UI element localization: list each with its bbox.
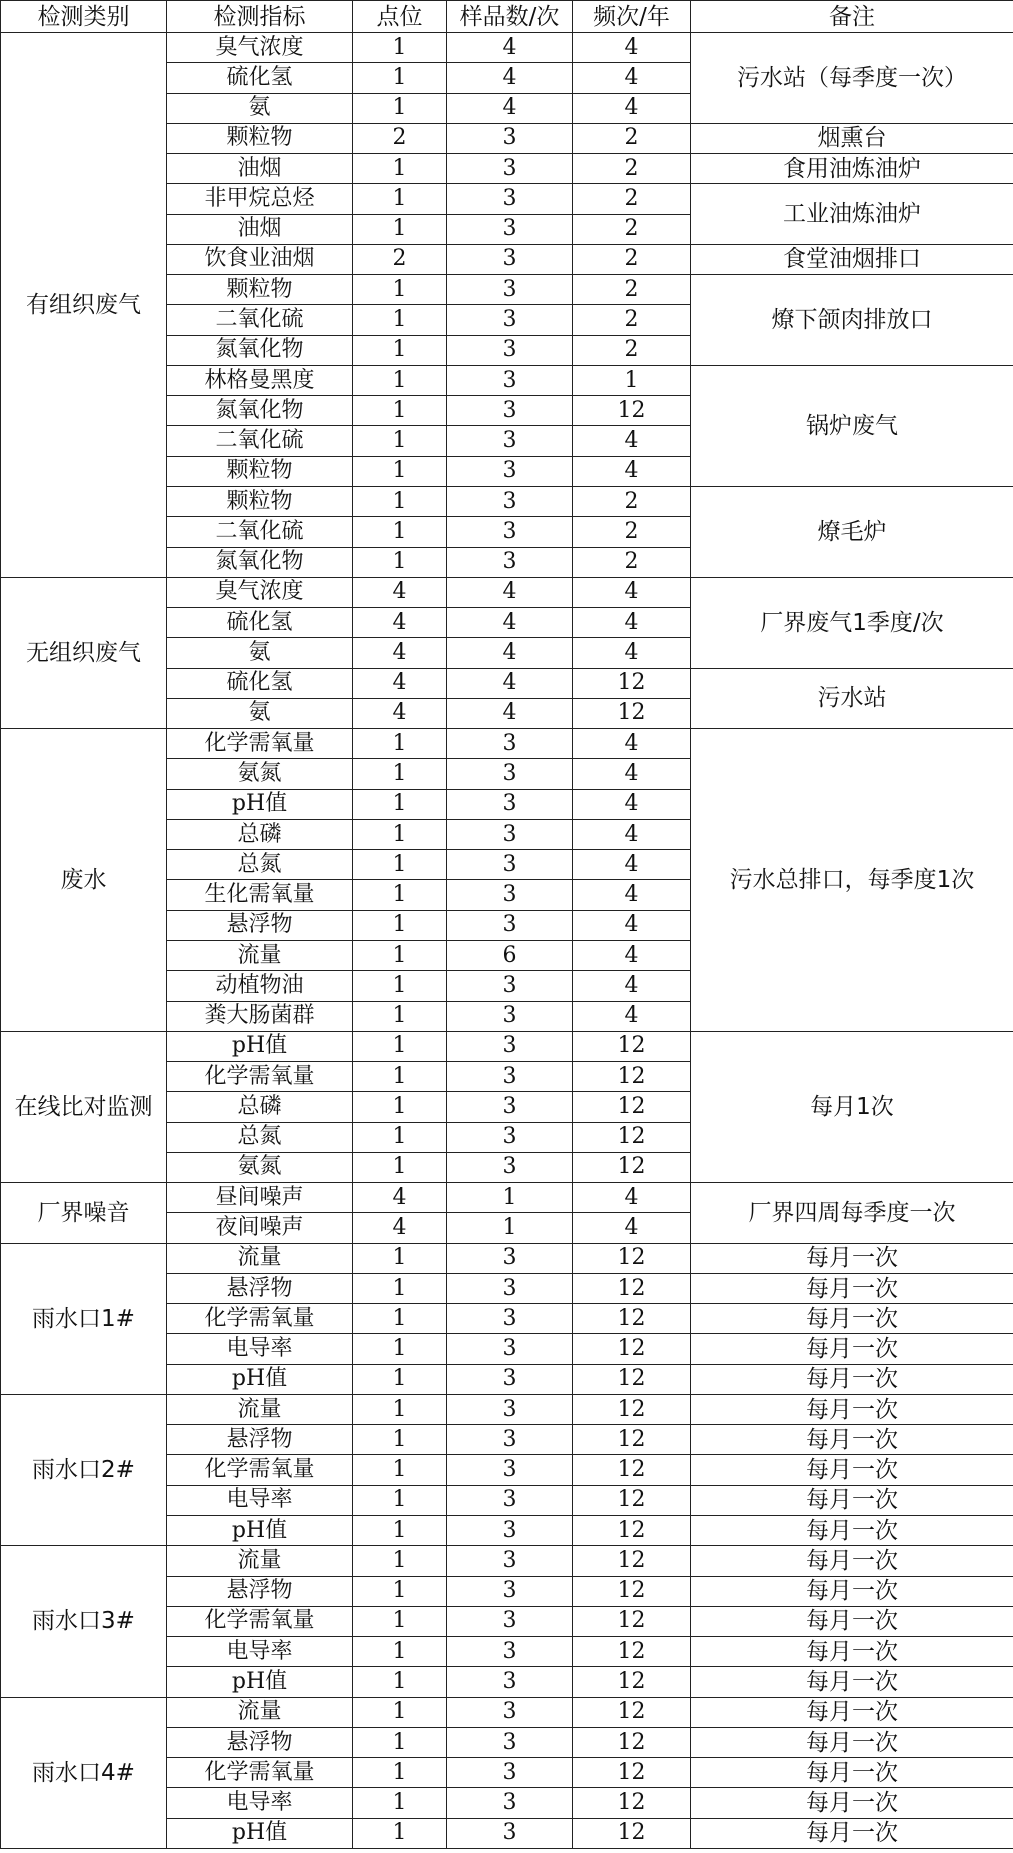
remarks-cell: 锅炉废气 bbox=[691, 365, 1013, 486]
points-cell: 1 bbox=[353, 789, 447, 819]
indicator-cell: 总磷 bbox=[167, 819, 353, 849]
samples-cell: 3 bbox=[447, 1001, 573, 1031]
samples-cell: 1 bbox=[447, 1213, 573, 1243]
remarks-cell: 每月一次 bbox=[691, 1637, 1013, 1667]
frequency-cell: 4 bbox=[573, 608, 691, 638]
points-cell: 4 bbox=[353, 698, 447, 728]
points-cell: 1 bbox=[353, 456, 447, 486]
points-cell: 1 bbox=[353, 1394, 447, 1424]
samples-cell: 3 bbox=[447, 1606, 573, 1636]
samples-cell: 3 bbox=[447, 1031, 573, 1061]
indicator-cell: pH值 bbox=[167, 1667, 353, 1697]
points-cell: 1 bbox=[353, 1122, 447, 1152]
samples-cell: 4 bbox=[447, 33, 573, 63]
frequency-cell: 12 bbox=[573, 1637, 691, 1667]
points-cell: 1 bbox=[353, 1727, 447, 1757]
samples-cell: 3 bbox=[447, 1697, 573, 1727]
frequency-cell: 4 bbox=[573, 638, 691, 668]
points-cell: 1 bbox=[353, 517, 447, 547]
samples-cell: 3 bbox=[447, 486, 573, 516]
samples-cell: 3 bbox=[447, 1394, 573, 1424]
indicator-cell: 悬浮物 bbox=[167, 1425, 353, 1455]
frequency-cell: 2 bbox=[573, 486, 691, 516]
indicator-cell: 氨 bbox=[167, 698, 353, 728]
remarks-cell: 食堂油烟排口 bbox=[691, 244, 1013, 274]
samples-cell: 3 bbox=[447, 365, 573, 395]
samples-cell: 3 bbox=[447, 396, 573, 426]
points-cell: 1 bbox=[353, 154, 447, 184]
frequency-cell: 4 bbox=[573, 456, 691, 486]
frequency-cell: 2 bbox=[573, 305, 691, 335]
table-row bbox=[1, 1031, 1013, 1061]
category-cell: 废水 bbox=[1, 729, 167, 1032]
samples-cell: 3 bbox=[447, 1304, 573, 1334]
frequency-cell: 4 bbox=[573, 426, 691, 456]
category-cell: 无组织废气 bbox=[1, 577, 167, 728]
remarks-cell: 每月一次 bbox=[691, 1758, 1013, 1788]
points-cell: 1 bbox=[353, 1697, 447, 1727]
points-cell: 1 bbox=[353, 1062, 447, 1092]
samples-cell: 3 bbox=[447, 1788, 573, 1818]
frequency-cell: 12 bbox=[573, 1243, 691, 1273]
samples-cell: 3 bbox=[447, 880, 573, 910]
indicator-cell: 氨 bbox=[167, 638, 353, 668]
indicator-cell: 颗粒物 bbox=[167, 123, 353, 153]
frequency-cell: 12 bbox=[573, 1516, 691, 1546]
samples-cell: 3 bbox=[447, 850, 573, 880]
points-cell: 1 bbox=[353, 1304, 447, 1334]
indicator-cell: 林格曼黑度 bbox=[167, 365, 353, 395]
samples-cell: 3 bbox=[447, 789, 573, 819]
remarks-cell: 污水站 bbox=[691, 668, 1013, 729]
samples-cell: 3 bbox=[447, 426, 573, 456]
remarks-cell: 污水站（每季度一次） bbox=[691, 33, 1013, 124]
samples-cell: 3 bbox=[447, 1818, 573, 1848]
indicator-cell: 氮氧化物 bbox=[167, 335, 353, 365]
points-cell: 1 bbox=[353, 486, 447, 516]
indicator-cell: 化学需氧量 bbox=[167, 1304, 353, 1334]
indicator-cell: 悬浮物 bbox=[167, 910, 353, 940]
category-cell: 在线比对监测 bbox=[1, 1031, 167, 1182]
frequency-cell: 4 bbox=[573, 789, 691, 819]
indicator-cell: 悬浮物 bbox=[167, 1576, 353, 1606]
frequency-cell: 12 bbox=[573, 668, 691, 698]
indicator-cell: 臭气浓度 bbox=[167, 33, 353, 63]
points-cell: 1 bbox=[353, 1667, 447, 1697]
remarks-cell: 每月一次 bbox=[691, 1788, 1013, 1818]
remarks-cell: 厂界四周每季度一次 bbox=[691, 1183, 1013, 1244]
frequency-cell: 2 bbox=[573, 123, 691, 153]
points-cell: 1 bbox=[353, 63, 447, 93]
points-cell: 1 bbox=[353, 971, 447, 1001]
frequency-cell: 12 bbox=[573, 1758, 691, 1788]
header-remarks: 备注 bbox=[691, 1, 1013, 33]
indicator-cell: 二氧化硫 bbox=[167, 305, 353, 335]
points-cell: 4 bbox=[353, 577, 447, 607]
indicator-cell: 油烟 bbox=[167, 214, 353, 244]
frequency-cell: 2 bbox=[573, 547, 691, 577]
category-cell: 有组织废气 bbox=[1, 33, 167, 578]
remarks-cell: 每月1次 bbox=[691, 1031, 1013, 1182]
remarks-cell: 每月一次 bbox=[691, 1304, 1013, 1334]
samples-cell: 3 bbox=[447, 517, 573, 547]
indicator-cell: 昼间噪声 bbox=[167, 1183, 353, 1213]
samples-cell: 3 bbox=[447, 1576, 573, 1606]
points-cell: 1 bbox=[353, 1152, 447, 1182]
indicator-cell: 粪大肠菌群 bbox=[167, 1001, 353, 1031]
remarks-cell: 每月一次 bbox=[691, 1485, 1013, 1515]
indicator-cell: 流量 bbox=[167, 1243, 353, 1273]
frequency-cell: 4 bbox=[573, 880, 691, 910]
header-frequency: 频次/年 bbox=[573, 1, 691, 33]
category-cell: 雨水口4# bbox=[1, 1697, 167, 1848]
indicator-cell: 流量 bbox=[167, 1697, 353, 1727]
points-cell: 1 bbox=[353, 1485, 447, 1515]
indicator-cell: 硫化氢 bbox=[167, 608, 353, 638]
remarks-cell: 每月一次 bbox=[691, 1243, 1013, 1273]
frequency-cell: 12 bbox=[573, 1818, 691, 1848]
frequency-cell: 4 bbox=[573, 33, 691, 63]
indicator-cell: 臭气浓度 bbox=[167, 577, 353, 607]
samples-cell: 3 bbox=[447, 154, 573, 184]
points-cell: 1 bbox=[353, 1425, 447, 1455]
indicator-cell: 氮氧化物 bbox=[167, 396, 353, 426]
points-cell: 1 bbox=[353, 1606, 447, 1636]
frequency-cell: 4 bbox=[573, 759, 691, 789]
samples-cell: 3 bbox=[447, 305, 573, 335]
indicator-cell: 颗粒物 bbox=[167, 275, 353, 305]
frequency-cell: 2 bbox=[573, 335, 691, 365]
points-cell: 1 bbox=[353, 1818, 447, 1848]
frequency-cell: 2 bbox=[573, 244, 691, 274]
indicator-cell: 夜间噪声 bbox=[167, 1213, 353, 1243]
points-cell: 1 bbox=[353, 275, 447, 305]
samples-cell: 6 bbox=[447, 940, 573, 970]
points-cell: 4 bbox=[353, 1183, 447, 1213]
points-cell: 1 bbox=[353, 547, 447, 577]
frequency-cell: 12 bbox=[573, 1667, 691, 1697]
remarks-cell: 燎毛炉 bbox=[691, 486, 1013, 577]
samples-cell: 3 bbox=[447, 1727, 573, 1757]
frequency-cell: 12 bbox=[573, 1364, 691, 1394]
remarks-cell: 每月一次 bbox=[691, 1697, 1013, 1727]
samples-cell: 3 bbox=[447, 1062, 573, 1092]
table-row bbox=[1, 729, 1013, 759]
remarks-cell: 污水总排口，每季度1次 bbox=[691, 729, 1013, 1032]
points-cell: 1 bbox=[353, 184, 447, 214]
points-cell: 1 bbox=[353, 1001, 447, 1031]
frequency-cell: 12 bbox=[573, 1062, 691, 1092]
points-cell: 1 bbox=[353, 1243, 447, 1273]
indicator-cell: 电导率 bbox=[167, 1485, 353, 1515]
frequency-cell: 4 bbox=[573, 940, 691, 970]
samples-cell: 3 bbox=[447, 910, 573, 940]
category-cell: 雨水口2# bbox=[1, 1394, 167, 1545]
remarks-cell: 每月一次 bbox=[691, 1334, 1013, 1364]
frequency-cell: 2 bbox=[573, 154, 691, 184]
indicator-cell: 电导率 bbox=[167, 1637, 353, 1667]
table-row bbox=[1, 1243, 1013, 1273]
indicator-cell: 硫化氢 bbox=[167, 63, 353, 93]
remarks-cell: 食用油炼油炉 bbox=[691, 154, 1013, 184]
frequency-cell: 12 bbox=[573, 1273, 691, 1303]
points-cell: 1 bbox=[353, 880, 447, 910]
table-row bbox=[1, 577, 1013, 607]
frequency-cell: 1 bbox=[573, 365, 691, 395]
samples-cell: 4 bbox=[447, 93, 573, 123]
indicator-cell: 流量 bbox=[167, 1546, 353, 1576]
indicator-cell: 流量 bbox=[167, 940, 353, 970]
indicator-cell: 油烟 bbox=[167, 154, 353, 184]
points-cell: 1 bbox=[353, 1758, 447, 1788]
indicator-cell: 总磷 bbox=[167, 1092, 353, 1122]
indicator-cell: 生化需氧量 bbox=[167, 880, 353, 910]
points-cell: 1 bbox=[353, 305, 447, 335]
samples-cell: 3 bbox=[447, 1273, 573, 1303]
frequency-cell: 4 bbox=[573, 910, 691, 940]
points-cell: 1 bbox=[353, 426, 447, 456]
samples-cell: 4 bbox=[447, 638, 573, 668]
remarks-cell: 每月一次 bbox=[691, 1394, 1013, 1424]
header-indicator: 检测指标 bbox=[167, 1, 353, 33]
frequency-cell: 4 bbox=[573, 93, 691, 123]
points-cell: 1 bbox=[353, 819, 447, 849]
samples-cell: 3 bbox=[447, 1122, 573, 1152]
frequency-cell: 2 bbox=[573, 517, 691, 547]
remarks-cell: 每月一次 bbox=[691, 1425, 1013, 1455]
points-cell: 1 bbox=[353, 365, 447, 395]
points-cell: 1 bbox=[353, 1455, 447, 1485]
samples-cell: 3 bbox=[447, 1455, 573, 1485]
samples-cell: 4 bbox=[447, 577, 573, 607]
samples-cell: 3 bbox=[447, 1092, 573, 1122]
frequency-cell: 12 bbox=[573, 1304, 691, 1334]
indicator-cell: 电导率 bbox=[167, 1334, 353, 1364]
points-cell: 1 bbox=[353, 1637, 447, 1667]
table-row bbox=[1, 1394, 1013, 1424]
frequency-cell: 4 bbox=[573, 1183, 691, 1213]
header-category: 检测类别 bbox=[1, 1, 167, 33]
remarks-cell: 每月一次 bbox=[691, 1364, 1013, 1394]
frequency-cell: 4 bbox=[573, 850, 691, 880]
points-cell: 1 bbox=[353, 1092, 447, 1122]
remarks-cell: 每月一次 bbox=[691, 1576, 1013, 1606]
table-row bbox=[1, 1183, 1013, 1213]
frequency-cell: 4 bbox=[573, 63, 691, 93]
points-cell: 2 bbox=[353, 244, 447, 274]
remarks-cell: 烟熏台 bbox=[691, 123, 1013, 153]
points-cell: 1 bbox=[353, 850, 447, 880]
indicator-cell: 流量 bbox=[167, 1394, 353, 1424]
frequency-cell: 12 bbox=[573, 1727, 691, 1757]
samples-cell: 3 bbox=[447, 275, 573, 305]
points-cell: 1 bbox=[353, 1546, 447, 1576]
indicator-cell: 动植物油 bbox=[167, 971, 353, 1001]
remarks-cell: 每月一次 bbox=[691, 1667, 1013, 1697]
frequency-cell: 4 bbox=[573, 729, 691, 759]
indicator-cell: pH值 bbox=[167, 1364, 353, 1394]
samples-cell: 3 bbox=[447, 547, 573, 577]
frequency-cell: 4 bbox=[573, 819, 691, 849]
remarks-cell: 燎下颌肉排放口 bbox=[691, 275, 1013, 366]
points-cell: 4 bbox=[353, 638, 447, 668]
points-cell: 4 bbox=[353, 1213, 447, 1243]
indicator-cell: 氮氧化物 bbox=[167, 547, 353, 577]
frequency-cell: 12 bbox=[573, 1576, 691, 1606]
indicator-cell: pH值 bbox=[167, 1818, 353, 1848]
samples-cell: 3 bbox=[447, 971, 573, 1001]
frequency-cell: 2 bbox=[573, 184, 691, 214]
frequency-cell: 12 bbox=[573, 1788, 691, 1818]
indicator-cell: 颗粒物 bbox=[167, 456, 353, 486]
indicator-cell: 硫化氢 bbox=[167, 668, 353, 698]
samples-cell: 3 bbox=[447, 1546, 573, 1576]
indicator-cell: 氨氮 bbox=[167, 759, 353, 789]
indicator-cell: 总氮 bbox=[167, 850, 353, 880]
points-cell: 1 bbox=[353, 214, 447, 244]
frequency-cell: 12 bbox=[573, 1697, 691, 1727]
remarks-cell: 每月一次 bbox=[691, 1516, 1013, 1546]
indicator-cell: 化学需氧量 bbox=[167, 1606, 353, 1636]
frequency-cell: 12 bbox=[573, 1546, 691, 1576]
samples-cell: 3 bbox=[447, 335, 573, 365]
samples-cell: 3 bbox=[447, 1334, 573, 1364]
points-cell: 1 bbox=[353, 396, 447, 426]
samples-cell: 4 bbox=[447, 63, 573, 93]
points-cell: 1 bbox=[353, 910, 447, 940]
samples-cell: 4 bbox=[447, 668, 573, 698]
frequency-cell: 12 bbox=[573, 1485, 691, 1515]
points-cell: 1 bbox=[353, 93, 447, 123]
remarks-cell: 工业油炼油炉 bbox=[691, 184, 1013, 245]
points-cell: 1 bbox=[353, 1516, 447, 1546]
samples-cell: 3 bbox=[447, 1364, 573, 1394]
samples-cell: 3 bbox=[447, 244, 573, 274]
samples-cell: 4 bbox=[447, 608, 573, 638]
points-cell: 1 bbox=[353, 1273, 447, 1303]
points-cell: 1 bbox=[353, 33, 447, 63]
indicator-cell: 悬浮物 bbox=[167, 1273, 353, 1303]
samples-cell: 3 bbox=[447, 184, 573, 214]
frequency-cell: 4 bbox=[573, 1001, 691, 1031]
points-cell: 1 bbox=[353, 759, 447, 789]
frequency-cell: 12 bbox=[573, 1122, 691, 1152]
remarks-cell: 每月一次 bbox=[691, 1818, 1013, 1848]
frequency-cell: 4 bbox=[573, 971, 691, 1001]
samples-cell: 3 bbox=[447, 1758, 573, 1788]
samples-cell: 4 bbox=[447, 698, 573, 728]
frequency-cell: 12 bbox=[573, 1152, 691, 1182]
indicator-cell: 饮食业油烟 bbox=[167, 244, 353, 274]
remarks-cell: 每月一次 bbox=[691, 1727, 1013, 1757]
points-cell: 1 bbox=[353, 1576, 447, 1606]
category-cell: 雨水口1# bbox=[1, 1243, 167, 1394]
samples-cell: 3 bbox=[447, 1425, 573, 1455]
indicator-cell: pH值 bbox=[167, 1031, 353, 1061]
points-cell: 1 bbox=[353, 335, 447, 365]
frequency-cell: 12 bbox=[573, 1394, 691, 1424]
frequency-cell: 12 bbox=[573, 1092, 691, 1122]
samples-cell: 3 bbox=[447, 456, 573, 486]
points-cell: 4 bbox=[353, 608, 447, 638]
remarks-cell: 每月一次 bbox=[691, 1455, 1013, 1485]
frequency-cell: 4 bbox=[573, 577, 691, 607]
points-cell: 1 bbox=[353, 1788, 447, 1818]
samples-cell: 3 bbox=[447, 729, 573, 759]
points-cell: 1 bbox=[353, 729, 447, 759]
table-row bbox=[1, 1546, 1013, 1576]
header-row bbox=[1, 1, 1013, 33]
frequency-cell: 12 bbox=[573, 1606, 691, 1636]
remarks-cell: 每月一次 bbox=[691, 1546, 1013, 1576]
points-cell: 1 bbox=[353, 1364, 447, 1394]
samples-cell: 3 bbox=[447, 1516, 573, 1546]
frequency-cell: 12 bbox=[573, 1425, 691, 1455]
table-row bbox=[1, 1697, 1013, 1727]
frequency-cell: 4 bbox=[573, 1213, 691, 1243]
indicator-cell: 悬浮物 bbox=[167, 1727, 353, 1757]
indicator-cell: 电导率 bbox=[167, 1788, 353, 1818]
samples-cell: 3 bbox=[447, 1667, 573, 1697]
frequency-cell: 2 bbox=[573, 275, 691, 305]
header-points: 点位 bbox=[353, 1, 447, 33]
points-cell: 1 bbox=[353, 940, 447, 970]
remarks-cell: 每月一次 bbox=[691, 1606, 1013, 1636]
samples-cell: 3 bbox=[447, 1243, 573, 1273]
indicator-cell: pH值 bbox=[167, 1516, 353, 1546]
remarks-cell: 每月一次 bbox=[691, 1273, 1013, 1303]
samples-cell: 3 bbox=[447, 214, 573, 244]
indicator-cell: 化学需氧量 bbox=[167, 729, 353, 759]
table-body bbox=[1, 33, 1013, 1849]
indicator-cell: 二氧化硫 bbox=[167, 517, 353, 547]
indicator-cell: 颗粒物 bbox=[167, 486, 353, 516]
samples-cell: 3 bbox=[447, 1485, 573, 1515]
frequency-cell: 12 bbox=[573, 1334, 691, 1364]
frequency-cell: 12 bbox=[573, 1455, 691, 1485]
frequency-cell: 12 bbox=[573, 698, 691, 728]
table-row bbox=[1, 33, 1013, 63]
category-cell: 厂界噪音 bbox=[1, 1183, 167, 1244]
points-cell: 4 bbox=[353, 668, 447, 698]
points-cell: 2 bbox=[353, 123, 447, 153]
points-cell: 1 bbox=[353, 1031, 447, 1061]
indicator-cell: 化学需氧量 bbox=[167, 1455, 353, 1485]
indicator-cell: 化学需氧量 bbox=[167, 1758, 353, 1788]
header-samples: 样品数/次 bbox=[447, 1, 573, 33]
samples-cell: 3 bbox=[447, 819, 573, 849]
indicator-cell: 化学需氧量 bbox=[167, 1062, 353, 1092]
indicator-cell: pH值 bbox=[167, 789, 353, 819]
indicator-cell: 总氮 bbox=[167, 1122, 353, 1152]
indicator-cell: 氨 bbox=[167, 93, 353, 123]
remarks-cell: 厂界废气1季度/次 bbox=[691, 577, 1013, 668]
samples-cell: 3 bbox=[447, 759, 573, 789]
samples-cell: 3 bbox=[447, 123, 573, 153]
frequency-cell: 12 bbox=[573, 396, 691, 426]
indicator-cell: 氨氮 bbox=[167, 1152, 353, 1182]
category-cell: 雨水口3# bbox=[1, 1546, 167, 1697]
samples-cell: 3 bbox=[447, 1152, 573, 1182]
frequency-cell: 12 bbox=[573, 1031, 691, 1061]
samples-cell: 3 bbox=[447, 1637, 573, 1667]
frequency-cell: 2 bbox=[573, 214, 691, 244]
indicator-cell: 二氧化硫 bbox=[167, 426, 353, 456]
points-cell: 1 bbox=[353, 1334, 447, 1364]
samples-cell: 1 bbox=[447, 1183, 573, 1213]
indicator-cell: 非甲烷总烃 bbox=[167, 184, 353, 214]
